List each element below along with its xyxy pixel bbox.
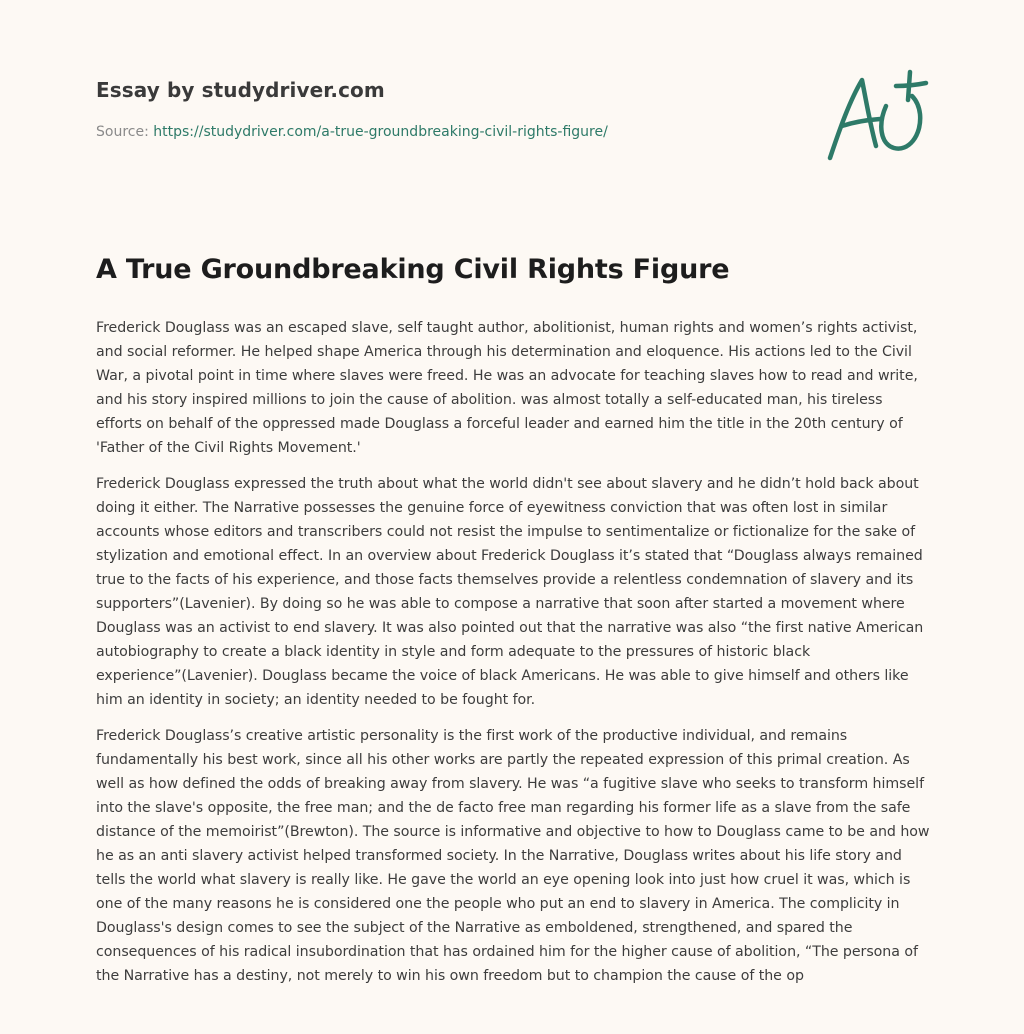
source-line bbox=[96, 124, 608, 140]
a-plus-logo-icon bbox=[822, 66, 932, 166]
source-link[interactable]: https://studydriver.com/a-true-groundbreaking-civil-rights-figure/ bbox=[153, 124, 608, 140]
source-label: Source: bbox=[96, 124, 154, 140]
logo-a-crossbar bbox=[842, 119, 880, 126]
logo-plus-horizontal bbox=[896, 83, 926, 86]
essay-body bbox=[96, 316, 932, 1000]
essay-paragraph: Frederick Douglass’s creative artistic personality is the first work of the productive individual, and remains fundamentally his best work, since all his other works are partly the repeated expression of this primal creation. As well as how defined the odds of breaking away from slavery. He was “a fugitive slave who seeks to transform himself into the slave's opposite, the free man; and the de facto free man regarding his former life as a slave from the safe distance of the memoirist”(Brewton). The source is informative and objective to how to Douglass came to be and how he as an anti slavery activist helped transformed society. In the Narrative, Douglass writes about his life story and tells the world what slavery is really like. He gave the world an eye opening look into just how cruel it was, which is one of the many reasons he is considered one the people who put an end to slavery in America. The complicity in Douglass's design comes to see the subject of the Narrative as emboldened, strengthened, and spared the consequences of his radical insubordination that has ordained him for the higher cause of abolition, “The persona of the Narrative has a destiny, not merely to win his own freedom but to champion the cause of the op bbox=[96, 728, 930, 984]
essay-paragraph: Frederick Douglass expressed the truth about what the world didn't see about slavery and he didn’t hold back about doing it either. The Narrative possesses the genuine force of eyewitness conviction that was often lost in similar accounts whose editors and transcribers could not resist the impulse to sentimentalize or fictionalize for the sake of stylization and emotional effect. In an overview about Frederick Douglass it’s stated that “Douglass always remained true to the facts of his experience, and those facts themselves provide a relentless condemnation of slavery and its supporters”(Lavenier). By doing so he was able to compose a narrative that soon after started a movement where Douglass was an activist to end slavery. It was also pointed out that the narrative was also “the first native American autobiography to create a black identity in style and form adequate to the pressures of historic black experience”(Lavenier). Douglass became the voice of black Americans. He was able to give himself and others like him an identity in society; an identity needed to be fought for. bbox=[96, 476, 924, 708]
essay-paragraph: Frederick Douglass was an escaped slave, self taught author, abolitionist, human rights and women’s rights activist, and social reformer. He helped shape America through his determination and eloquence. His actions led to the Civil War, a pivotal point in time where slaves were freed. He was an advocate for teaching slaves how to read and write, and his story inspired millions to join the cause of abolition. was almost totally a self-educated man, his tireless efforts on behalf of the oppressed made Douglass a forceful leader and earned him the title in the 20th century of 'Father of the Civil Rights Movement.' bbox=[96, 320, 918, 456]
essay-title: A True Groundbreaking Civil Rights Figure bbox=[96, 254, 730, 285]
logo-curve bbox=[881, 96, 920, 149]
site-brand: Essay by studydriver.com bbox=[96, 78, 385, 102]
